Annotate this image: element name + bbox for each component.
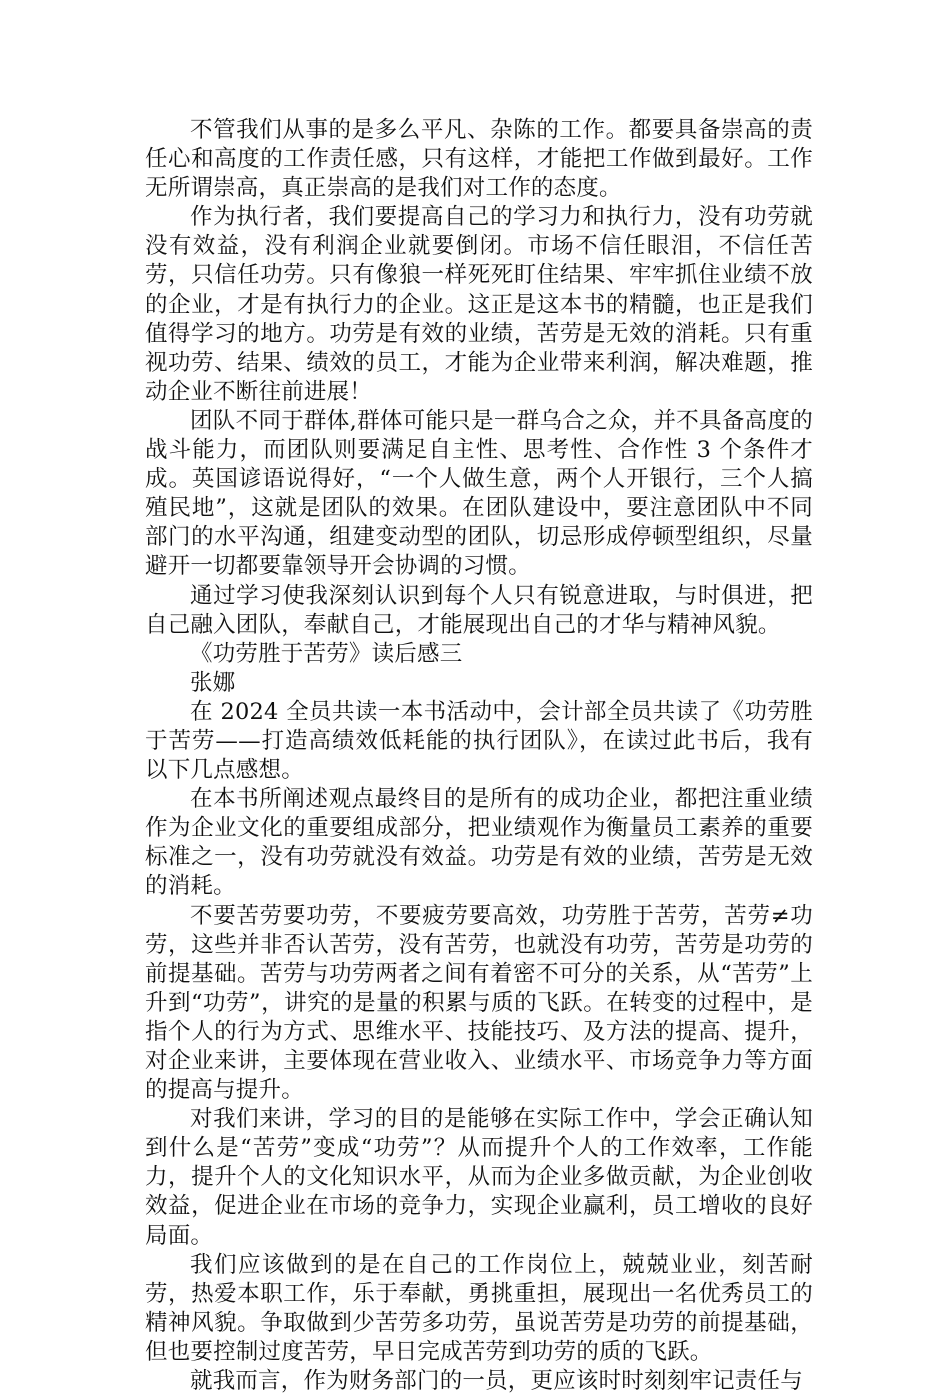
paragraph: 在本书所阐述观点最终目的是所有的成功企业，都把注重业绩作为企业文化的重要组成部分，把业绩观作为衡量员工素养的重要标准之一，没有功劳就没有效益。功劳是有效的业绩，苦劳是无效的消耗。 bbox=[145, 786, 813, 900]
paragraph: 团队不同于群体,群体可能只是一群乌合之众，并不具备高度的战斗能力，而团队则要满足自主性、思考性、合作性 3 个条件才成。英国谚语说得好，“一个人做生意，两个人开银行，三个人搞殖民地”，这就是团队的效果。在团队建设中，要注意团队中不同部门的水平沟通，组建变动型的团队，切忌形成停顿型组织，尽量避开一切都要靠领导开会协调的习惯。 bbox=[145, 407, 813, 580]
paragraph: 不要苦劳要功劳，不要疲劳要高效，功劳胜于苦劳，苦劳≠功劳，这些并非否认苦劳，没有苦劳，也就没有功劳，苦劳是功劳的前提基础。苦劳与功劳两者之间有着密不可分的关系，从“苦劳”上升到“功劳”，讲究的是量的积累与质的飞跃。在转变的过程中，是指个人的行为方式、思维水平、技能技巧、及方法的提高、提升，对企业来讲，主要体现在营业收入、业绩水平、市场竞争力等方面的提高与提升。 bbox=[145, 902, 813, 1104]
paragraph: 在 2024 全员共读一本书活动中，会计部全员共读了《功劳胜于苦劳——打造高绩效低耗能的执行团队》，在读过此书后，我有以下几点感想。 bbox=[145, 698, 813, 784]
paragraph: 作为执行者，我们要提高自己的学习力和执行力，没有功劳就没有效益，没有利润企业就要倒闭。市场不信任眼泪，不信任苦劳，只信任功劳。只有像狼一样死死盯住结果、牢牢抓住业绩不放的企业，才是有执行力的企业。这正是这本书的精髓，也正是我们值得学习的地方。功劳是有效的业绩，苦劳是无效的消耗。只有重视功劳、结果、绩效的员工，才能为企业带来利润，解决难题，推动企业不断往前进展！ bbox=[145, 204, 813, 405]
paragraph: 就我而言，作为财务部门的一员，更应该时时刻刻牢记责任与 bbox=[190, 1368, 803, 1395]
author-name: 张娜 bbox=[190, 669, 236, 696]
section-title: 《功劳胜于苦劳》读后感三 bbox=[190, 640, 463, 667]
document-page bbox=[145, 116, 813, 1396]
paragraph: 我们应该做到的是在自己的工作岗位上，兢兢业业，刻苦耐劳，热爱本职工作，乐于奉献，勇挑重担，展现出一名优秀员工的精神风貌。争取做到少苦劳多功劳，虽说苦劳是功劳的前提基础，但也要控制过度苦劳，早日完成苦劳到功劳的质的飞跃。 bbox=[145, 1251, 813, 1365]
paragraph: 通过学习使我深刻认识到每个人只有锐意进取，与时俱进，把自己融入团队，奉献自己，才能展现出自己的才华与精神风貌。 bbox=[145, 582, 813, 638]
paragraph: 对我们来讲，学习的目的是能够在实际工作中，学会正确认知到什么是“苦劳”变成“功劳”？从而提升个人的工作效率，工作能力，提升个人的文化知识水平，从而为企业多做贡献，为企业创收效益，促进企业在市场的竞争力，实现企业赢利，员工增收的良好局面。 bbox=[145, 1106, 813, 1249]
paragraph: 不管我们从事的是多么平凡、杂陈的工作。都要具备崇高的责任心和高度的工作责任感，只有这样，才能把工作做到最好。工作无所谓崇高，真正崇高的是我们对工作的态度。 bbox=[145, 117, 813, 202]
